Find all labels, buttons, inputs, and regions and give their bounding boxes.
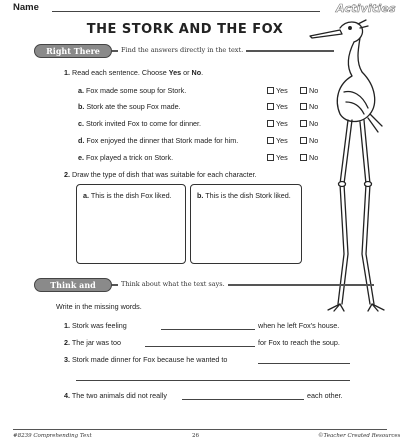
period: . bbox=[201, 68, 204, 77]
list-item bbox=[78, 86, 186, 95]
checkbox-icon[interactable] bbox=[300, 120, 307, 127]
yes-label: Yes bbox=[276, 153, 288, 162]
item-letter: a. bbox=[78, 86, 84, 95]
item-number: 3. bbox=[64, 355, 70, 364]
item-number: 2. bbox=[64, 338, 70, 347]
section-instruction: Find the answers directly in the text. bbox=[118, 45, 246, 55]
yes-label: Yes bbox=[276, 86, 288, 95]
answer-blank[interactable] bbox=[76, 380, 350, 381]
fill-in-item-1 bbox=[64, 321, 127, 330]
no-label: No bbox=[309, 86, 319, 95]
no-option[interactable] bbox=[300, 102, 318, 111]
yes-word: Yes bbox=[168, 68, 182, 77]
checkbox-icon[interactable] bbox=[267, 137, 274, 144]
tab-right-there: Right There bbox=[34, 44, 112, 58]
item-text: Fox played a trick on Stork. bbox=[86, 153, 174, 162]
item-letter: d. bbox=[78, 136, 85, 145]
page-title: THE STORK AND THE FOX bbox=[86, 22, 284, 37]
no-label: No bbox=[309, 153, 319, 162]
item-number: 4. bbox=[64, 391, 70, 400]
item-text: Fox enjoyed the dinner that Stork made for him. bbox=[86, 136, 239, 145]
drawing-box-label bbox=[197, 191, 291, 200]
yes-option[interactable] bbox=[267, 153, 288, 162]
section-heading: Activities bbox=[336, 2, 396, 15]
no-option[interactable] bbox=[300, 86, 318, 95]
answer-blank[interactable] bbox=[145, 346, 255, 347]
name-label: Name bbox=[13, 2, 39, 13]
question-text: Read each sentence. Choose bbox=[72, 68, 169, 77]
yes-option[interactable] bbox=[267, 102, 288, 111]
list-item bbox=[78, 102, 181, 111]
list-item bbox=[78, 119, 201, 128]
item-letter: b. bbox=[78, 102, 85, 111]
section-right-there bbox=[34, 44, 334, 58]
list-item bbox=[78, 153, 173, 162]
checkbox-icon[interactable] bbox=[267, 154, 274, 161]
question-2 bbox=[64, 170, 257, 179]
question-number: 1. bbox=[64, 68, 70, 77]
fill-in-intro: Write in the missing words. bbox=[56, 302, 142, 311]
answer-blank[interactable] bbox=[258, 363, 350, 364]
no-option[interactable] bbox=[300, 119, 318, 128]
yes-option[interactable] bbox=[267, 136, 288, 145]
fill-in-item-3 bbox=[64, 355, 227, 364]
checkbox-icon[interactable] bbox=[300, 137, 307, 144]
item-number: 1. bbox=[64, 321, 70, 330]
box-letter: b. bbox=[197, 191, 204, 200]
item-text-after: each other. bbox=[307, 391, 343, 400]
fill-in-item-2 bbox=[64, 338, 121, 347]
no-label: No bbox=[309, 102, 319, 111]
checkbox-icon[interactable] bbox=[267, 103, 274, 110]
yes-option[interactable] bbox=[267, 119, 288, 128]
no-option[interactable] bbox=[300, 136, 318, 145]
yes-label: Yes bbox=[276, 102, 288, 111]
section-instruction: Think about what the text says. bbox=[118, 279, 228, 289]
item-text: Fox made some soup for Stork. bbox=[86, 86, 187, 95]
answer-blank[interactable] bbox=[182, 399, 304, 400]
drawing-box-stork[interactable] bbox=[190, 184, 302, 264]
footer-publisher: ©Teacher Created Resources bbox=[318, 433, 400, 439]
item-text: Stork invited Fox to come for dinner. bbox=[86, 119, 202, 128]
question-number: 2. bbox=[64, 170, 70, 179]
list-item bbox=[78, 136, 238, 145]
item-text-after: for Fox to reach the soup. bbox=[258, 338, 340, 347]
checkbox-icon[interactable] bbox=[300, 103, 307, 110]
question-1 bbox=[64, 68, 203, 77]
stork-illustration bbox=[300, 14, 390, 314]
answer-blank[interactable] bbox=[161, 329, 255, 330]
or-word: or bbox=[181, 68, 192, 77]
checkbox-icon[interactable] bbox=[300, 87, 307, 94]
drawing-box-label bbox=[83, 191, 172, 200]
item-letter: e. bbox=[78, 153, 84, 162]
drawing-box-fox[interactable] bbox=[76, 184, 186, 264]
no-label: No bbox=[309, 119, 319, 128]
no-option[interactable] bbox=[300, 153, 318, 162]
tab-think-and-search: Think and Search bbox=[34, 278, 112, 292]
box-letter: a. bbox=[83, 191, 89, 200]
name-line[interactable] bbox=[52, 11, 320, 12]
checkbox-icon[interactable] bbox=[267, 120, 274, 127]
checkbox-icon[interactable] bbox=[267, 87, 274, 94]
section-think-and-search bbox=[34, 278, 374, 302]
footer-rule bbox=[13, 429, 387, 430]
fill-in-item-4 bbox=[64, 391, 167, 400]
item-text: The two animals did not really bbox=[71, 391, 167, 400]
box-text: This is the dish Fox liked. bbox=[90, 191, 172, 200]
item-text: Stork ate the soup Fox made. bbox=[86, 102, 181, 111]
item-letter: c. bbox=[78, 119, 84, 128]
yes-label: Yes bbox=[276, 136, 288, 145]
question-text: Draw the type of dish that was suitable for each character. bbox=[72, 170, 257, 179]
no-word: No bbox=[191, 68, 202, 77]
no-label: No bbox=[309, 136, 319, 145]
checkbox-icon[interactable] bbox=[300, 154, 307, 161]
item-text: Stork made dinner for Fox because he wanted to bbox=[72, 355, 228, 364]
box-text: This is the dish Stork liked. bbox=[205, 191, 291, 200]
yes-label: Yes bbox=[276, 119, 288, 128]
page-number: 26 bbox=[192, 433, 199, 439]
yes-option[interactable] bbox=[267, 86, 288, 95]
item-text: Stork was feeling bbox=[72, 321, 127, 330]
item-text: The jar was too bbox=[71, 338, 122, 347]
footer-book: #8239 Comprehending Text bbox=[13, 433, 92, 439]
item-text-after: when he left Fox's house. bbox=[258, 321, 340, 330]
